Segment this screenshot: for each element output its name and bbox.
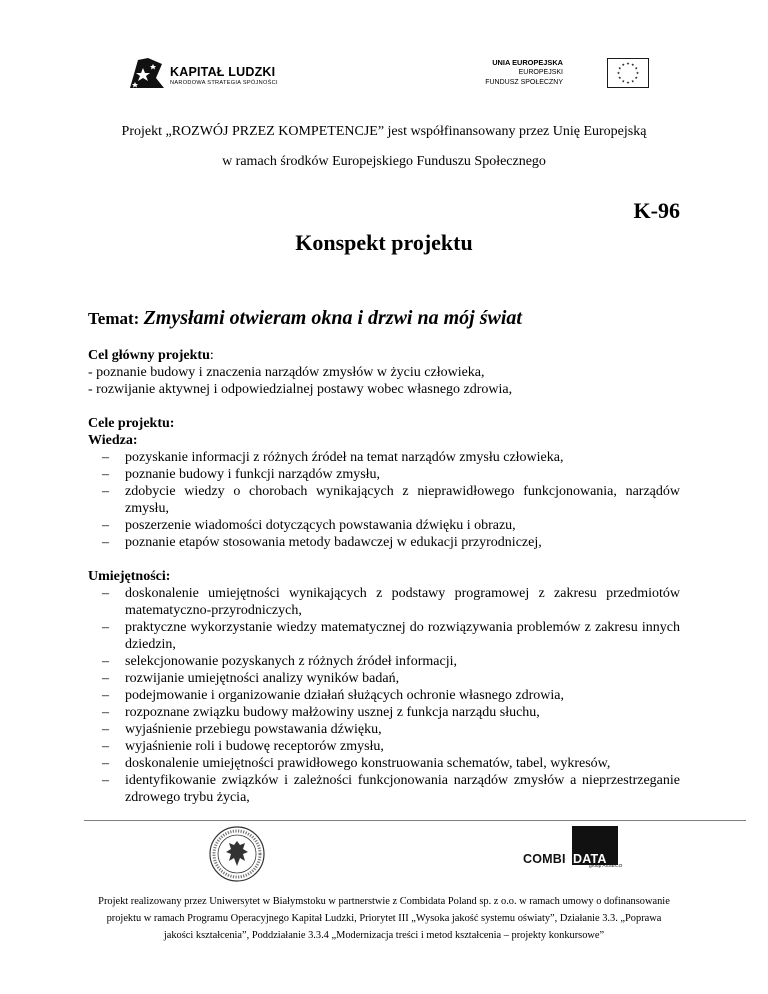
funding-line-1: Projekt „ROZWÓJ PRZEZ KOMPETENCJE” jest współfinansowany przez Unię Europejską xyxy=(121,124,647,139)
footer-line: projektu w ramach Programu Operacyjnego Kapitał Ludzki, Priorytet III „Wysoka jakość systemu oświaty”, Działanie 3.3. „Poprawa xyxy=(106,913,662,924)
list-item: – wyjaśnienie roli i budowę receptorów zmysłu, xyxy=(88,738,680,755)
kapital-ludzki-emblem-icon xyxy=(126,54,166,94)
list-item: – rozpoznane związku budowy małżowiny usznej z funkcja narządu słuchu, xyxy=(88,704,680,721)
list-item: – pozyskanie informacji z różnych źródeł na temat narządów zmysłu człowieka, xyxy=(88,449,680,466)
combidata-logo-left: COMBI xyxy=(523,852,566,866)
topic-label: Temat: xyxy=(88,309,140,328)
main-goal-heading: Cel główny projektu: xyxy=(88,348,214,363)
document-title: Konspekt projektu xyxy=(295,230,473,255)
unia-europejska-logo xyxy=(485,58,647,94)
knowledge-list xyxy=(88,449,680,551)
skills-heading: Umiejętności: xyxy=(88,569,171,584)
footer-line: Projekt realizowany przez Uniwersytet w Białymstoku w partnerstwie z Combidata Poland sp. z o.o. w ramach umowy o dofinansowanie xyxy=(98,896,670,907)
combidata-logo xyxy=(523,826,623,869)
footer-line: jakości kształcenia”, Poddziałanie 3.3.4 „Modernizacja treści i metod kształcenia – projekty konkursowe” xyxy=(163,930,605,941)
main-goal-line: - poznanie budowy i znaczenia narządów zmysłów w życiu człowieka, xyxy=(88,365,485,380)
list-item: – doskonalenie umiejętności wynikających z podstawy programowej z zakresu przedmiotów matematyczno-przyrodniczych, xyxy=(88,585,680,619)
footer-text xyxy=(70,893,698,944)
funding-line-2: w ramach środków Europejskiego Funduszu Społecznego xyxy=(222,154,546,169)
list-item: – doskonalenie umiejętności prawidłowego konstruowania schematów, tabel, wykresów, xyxy=(88,755,680,772)
list-item: – poznanie budowy i funkcji narządów zmysłu, xyxy=(88,466,680,483)
list-item: – podejmowanie i organizowanie działań służących ochronie własnego zdrowia, xyxy=(88,687,680,704)
kapital-ludzki-logo xyxy=(126,54,306,96)
list-item: – praktyczne wykorzystanie wiedzy matematycznej do rozwiązywania problemów z zakresu innych dziedzin, xyxy=(88,619,680,653)
kapital-ludzki-subtitle: NARODOWA STRATEGIA SPÓJNOŚCI xyxy=(170,80,278,86)
list-item: – zdobycie wiedzy o chorobach wynikających z nieprawidłowego funkcjonowania, narządów zmysłu, xyxy=(88,483,680,517)
topic xyxy=(88,307,522,330)
list-item: – selekcjonowanie pozyskanych z różnych źródeł informacji, xyxy=(88,653,680,670)
document-code: K-96 xyxy=(633,198,680,223)
combidata-logo-right: DATA xyxy=(573,852,607,866)
kapital-ludzki-title: KAPITAŁ LUDZKI xyxy=(170,65,276,79)
list-item: – identyfikowanie związków i zależności funkcjonowania narządów zmysłów a nieprzestrzeganie zdrowego trybu życia, xyxy=(88,772,680,806)
footer-divider xyxy=(84,820,746,821)
ue-line-2: EUROPEJSKI xyxy=(518,69,563,76)
goals-heading: Cele projektu: xyxy=(88,416,175,431)
topic-value: Zmysłami otwieram okna i drzwi na mój świat xyxy=(143,307,522,329)
list-item: – poszerzenie wiadomości dotyczących powstawania dźwięku i obrazu, xyxy=(88,517,680,534)
ue-line-3: FUNDUSZ SPOŁECZNY xyxy=(485,79,563,86)
document-body xyxy=(88,347,680,806)
ue-line-1: UNIA EUROPEJSKA xyxy=(492,58,563,67)
list-item: – wyjaśnienie przebiegu powstawania dźwięku, xyxy=(88,721,680,738)
list-item: – rozwijanie umiejętności analizy wyników badań, xyxy=(88,670,680,687)
university-seal-icon xyxy=(209,826,265,882)
combidata-logo-sub: group ASSECO xyxy=(589,864,623,869)
eu-flag-icon xyxy=(607,58,649,88)
knowledge-heading: Wiedza: xyxy=(88,433,138,448)
skills-list xyxy=(88,585,680,806)
main-goal-line: - rozwijanie aktywnej i odpowiedzialnej postawy wobec własnego zdrowia, xyxy=(88,382,513,397)
list-item: – poznanie etapów stosowania metody badawczej w edukacji przyrodniczej, xyxy=(88,534,680,551)
